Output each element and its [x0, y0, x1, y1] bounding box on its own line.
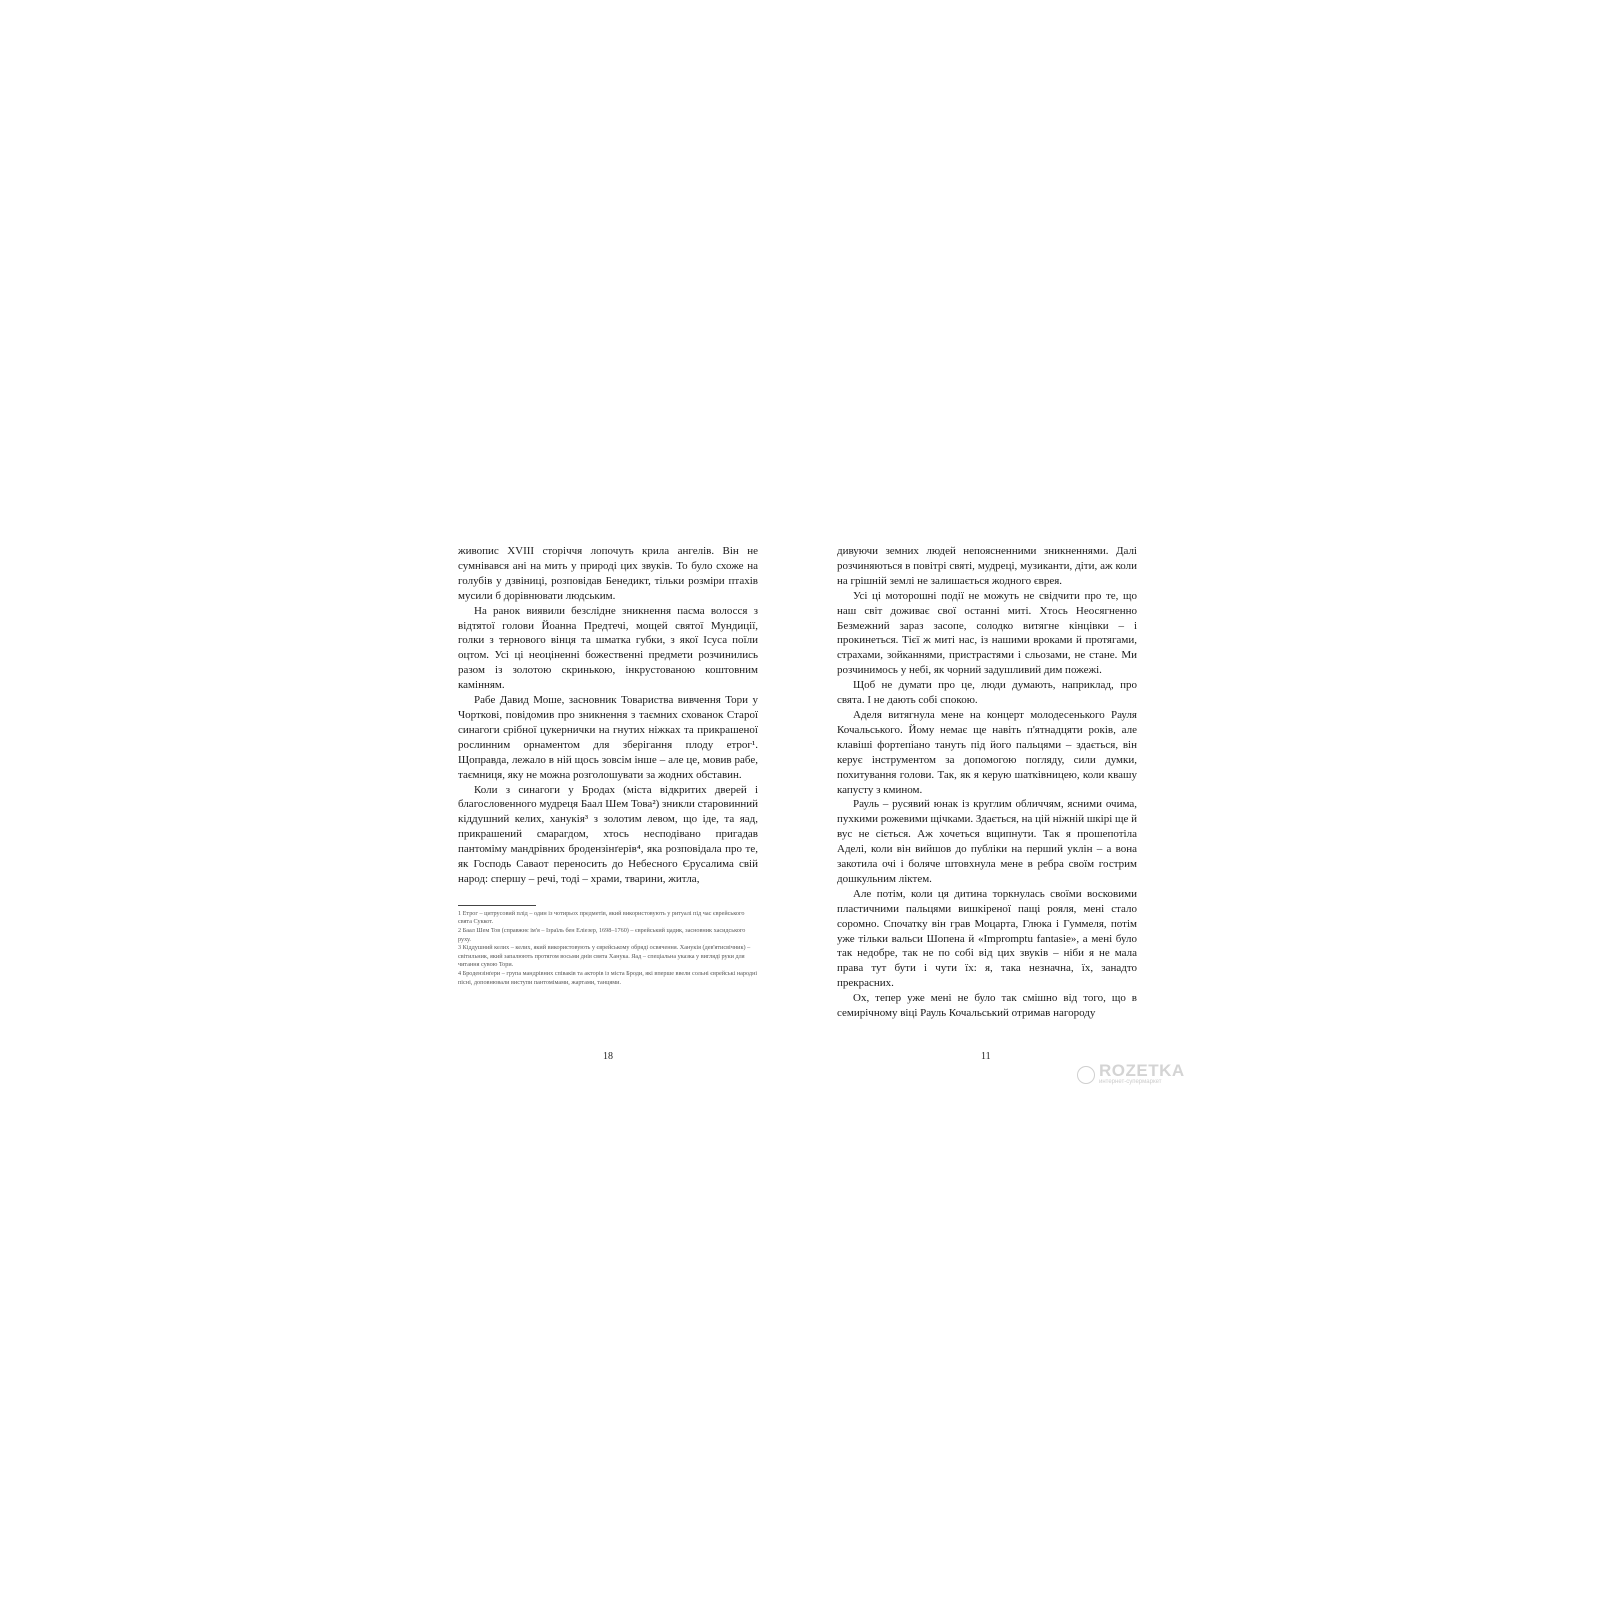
right-paragraph-5: Рауль – русявий юнак із круглим обличчям, ясними очима, пухкими рожевими щічками. Здається, на цій ніжній шкірі ще й вус не сіється. Аж хочеться вщипнути. Так я прошепотіла Аделі, коли він вийшов до публіки на перший уклін – а вона закотила очі і боляче штовхнула мене в ребра своїм гострим дошкульним ліктем.: [837, 798, 1138, 885]
right-paragraph-3: Щоб не думати про це, люди думають, наприклад, про свята. І не дають собі спокою.: [837, 679, 1137, 707]
left-paragraph-2: На ранок виявили безслідне зникнення пасма волосся з відтятої голови Йоанна Предтечі, мощей святої Мундиції, голки з тернового вінця та шматка губки, з якої Ісуса поїли оцтом. Усі ці неоціненні божественні предмети розчинились разом із золотою скринькою, інкрустованою коштовним камінням.: [458, 604, 758, 692]
footnote-4: 4 Бродензінґери – група мандрівних співаків та акторів із міста Броди, які вперше ввели сольні єврейські народні пісні, доповнювали виступи пантомімами, жартами, танцями.: [458, 970, 758, 986]
footnote-2: 2 Баал Шем Тов (справжнє ім'я – Ізраїль бен Еліезер, 1698–1760) – єврейський цадик, засновник хасидського руху.: [458, 927, 746, 943]
right-paragraph-1: дивуючи земних людей непоясненними зникненнями. Далі розчиняються в повітрі святі, мудреці, музиканти, діти, аж коли на грішній землі не залишається жодного єврея.: [837, 545, 1137, 587]
right-paragraph-4: Аделя витягнула мене на концерт молодесенького Рауля Кочальського. Йому немає ще навіть п'ятнадцяти років, але клавіші фортепіано тануть під його пальцями – здається, він керує інструментом за допомогою погляду, сили думки, похитування голови. Так, як я керую шатківницею, коли квашу капусту з кмином.: [837, 708, 1137, 796]
footnote-divider: [458, 905, 536, 906]
rozetka-logo-icon: [1077, 1066, 1095, 1084]
left-paragraph-1: живопис XVIII сторіччя лопочуть крила ангелів. Він не сумнівався ані на мить у природі цих звуків. То було схоже на голубів у дзвіниці, розповідав Бенедикт, тільки розміри птахів мусили б дорівнювати людським.: [458, 545, 758, 602]
watermark-tagline: интернет-супермаркет: [1099, 1079, 1162, 1085]
page-number-left: 18: [603, 1051, 613, 1062]
left-paragraph-3: Рабе Давид Моше, засновник Товариства вивчення Тори у Чорткові, повідомив про зникнення з таємних схованок Старої синагоги срібної цукернички на гнутих ніжках та прикрашеної рослинним орнаментом для зберігання плоду етрог¹. Щоправда, лежало в ній щось зовсім інше – але це, мовив рабе, таємниця, яку не можна розголошувати за жодних обставин.: [458, 694, 758, 781]
rozetka-watermark: [1077, 1063, 1185, 1086]
watermark-text: [1099, 1063, 1185, 1086]
footnote-1: 1 Етрог – цитрусовий плід – один із чотирьох предметів, який використовують у ритуалі під час єврейського свята Суккот.: [458, 909, 745, 926]
right-page: [837, 544, 1137, 1021]
footnotes: [458, 910, 758, 987]
left-page: [458, 544, 758, 987]
left-paragraph-4: Коли з синагоги у Бродах (міста відкритих дверей і благословенного мудреця Баал Шем Това²) зникли старовинний кіддушний келих, ханукія³ з золотим левом, що іде, та яад, прикрашений смарагдом, хтось несподівано пригадав пантоміму мандрівних бродензінґерів⁴, яка розповідала про те, як Господь Саваот переносить до Небесного Єрусалима свій народ: спершу – речі, тоді – храми, тварини, житла,: [458, 783, 758, 885]
right-paragraph-6: Але потім, коли ця дитина торкнулась своїми восковими пластичними пальцями вишкіреної пащі рояля, мені стало соромно. Спочатку він грав Моцарта, Глюка і Гуммеля, потім уже тільки вальси Шопена й «Impromptu fantasie», а мені було так недобре, так не по собі від цих звуків – ніби я не мала права тут бути і чути їх: я, така незначна, їх, занадто прекрасних.: [837, 887, 1137, 990]
footnote-3: 3 Кіддушний келих – келих, який використовують у єврейському обряді освячення. Ханукія (дев'ятисвічник) – світильник, який запалюють протягом восьми днів свята Ханука. Яад – спеціальна указка у вигляді руки для читання сувою Тори.: [458, 944, 751, 969]
right-paragraph-7: Ох, тепер уже мені не було так смішно від того, що в семирічному віці Рауль Кочальський отримав нагороду: [837, 992, 1137, 1020]
watermark-brand: ROZETKA: [1099, 1061, 1185, 1080]
page-number-right: 11: [981, 1051, 991, 1062]
right-paragraph-2: Усі ці моторошні події не можуть не свідчити про те, що наш світ доживає свої останні миті. Хтось Неосягненно Безмежний зараз засопе, солодко витягне кінцівки – і прокинеться. Тієї ж миті нас, із нашими вроками й протягами, страхами, зойканнями, пристрастями і сльозами, не стане. Ми розчинимось у небі, як чорний задушливий дим пожежі.: [837, 589, 1137, 677]
